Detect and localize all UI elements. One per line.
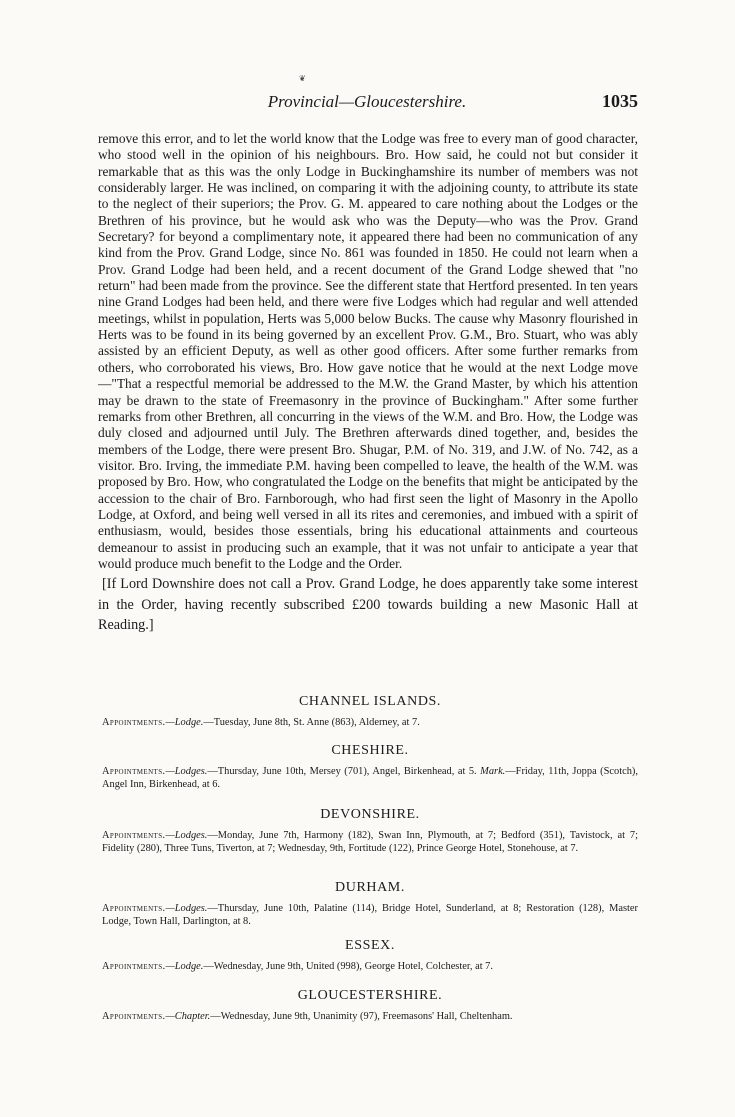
- section-channel-islands: [102, 694, 638, 729]
- section-heading: GLOUCESTERSHIRE.: [297, 988, 443, 1003]
- appointments-label: Appointments.: [102, 766, 166, 777]
- section-heading: DEVONSHIRE.: [320, 807, 420, 822]
- meeting-type: Chapter.: [174, 1011, 211, 1022]
- body-paragraph: remove this error, and to let the world know that the Lodge was free to every man of good character, who stood well in the opinion of his neighbours. Bro. How said, he could not but consider it remarkable that as this was the only Lodge in Buckinghamshire its number of members was not considerably larger. He was inclined, on comparing it with the adjoining county, to attribute its state to the neglect of their superiors; the Prov. G. M. appeared to care nothing about the Lodges or the Brethren of his province, but he would ask who was the Deputy—who was the Prov. Grand Secretary? for beyond a complimentary note, it appeared there had been no communication of any kind from the Prov. Grand Lodge, since No. 861 was founded in 1850. He could not learn when a Prov. Grand Lodge had been held, and a recent document of the Grand Lodge shewed that "no return" had been made from the province. See the different state that Hertford presented. In ten years nine Grand Lodges had been held, and there were five Lodges which had regular and well attended meetings, whilst in population, Herts was 5,000 below Bucks. The cause why Masonry flourished in Herts was to be found in its being governed by an excellent Prov. G.M., Bro. Stuart, who was ably assisted by an efficient Deputy, as well as other good officers. After some further remarks from others, who corroborated his views, Bro. How gave notice that he would at the next Lodge move—"That a respectful memorial be addressed to the M.W. the Grand Master, by which his attention may be drawn to the state of Freemasonry in the province of Buckingham." After some further remarks from other Brethren, all concurring in the views of the W.M. and Bro. How, the Lodge was duly closed and adjourned until July. The Brethren afterwards dined together, and, besides the members of the Lodge, there were present Bro. Shugar, P.M. of No. 319, and J.W. of No. 742, as a visitor. Bro. Irving, the immediate P.M. having been compelled to leave, the health of the W.M. was proposed by Bro. How, who congratulated the Lodge on the benefits that might be anticipated by the accession to the chair of Bro. Farnborough, who had first seen the light of Masonry in the Apollo Lodge, at Oxford, and being well versed in all its rites and ceremonies, and imbued with a spirit of enthusiasm, would, besides those essentials, bring his educational attainments and courteous demeanour to assist in producing such an example, that it was not unfair to anticipate a year that would produce much benefit to the Lodge and the Order.: [98, 131, 638, 571]
- printer-ornament: ❦: [299, 74, 306, 83]
- appointment-details: —Tuesday, June 8th, St. Anne (863), Alderney, at 7.: [203, 717, 420, 728]
- meeting-type: Lodges.: [174, 903, 208, 914]
- section-durham: [102, 880, 638, 929]
- section-cheshire: [102, 743, 638, 792]
- appointments-entry: Appointments.—Lodge.—Wednesday, June 9th, United (998), George Hotel, Colchester, at 7.: [102, 961, 493, 972]
- appointments-label: Appointments.: [102, 717, 166, 728]
- appointments-entry: Appointments.—Lodges.—Monday, June 7th, Harmony (182), Swan Inn, Plymouth, at 7; Bedford (351), Tavistock, at 7; Fidelity (280), Three Tuns, Tiverton, at 7; Wednesday, 9th, Fortitude (122), Prince George Hotel, Stonehouse, at 7.: [102, 830, 638, 855]
- appointments-entry: Appointments.—Lodge.—Tuesday, June 8th, St. Anne (863), Alderney, at 7.: [102, 717, 420, 728]
- section-heading: CHESHIRE.: [331, 743, 409, 758]
- section-heading: CHANNEL ISLANDS.: [298, 694, 442, 709]
- appointment-details: —Wednesday, June 9th, United (998), George Hotel, Colchester, at 7.: [203, 961, 493, 972]
- appointment-details: —Wednesday, June 9th, Unanimity (97), Freemasons' Hall, Cheltenham.: [210, 1011, 513, 1022]
- section-essex: [102, 938, 638, 973]
- meeting-type: Lodge.: [174, 717, 204, 728]
- section-heading: ESSEX.: [345, 938, 395, 953]
- appointments-label: Appointments.: [102, 961, 166, 972]
- appointments-label: Appointments.: [102, 830, 166, 841]
- section-devonshire: [102, 807, 638, 856]
- meeting-type: Lodges.: [174, 830, 208, 841]
- appointment-details: —Thursday, June 10th, Mersey (701), Angel, Birkenhead, at 5.: [207, 766, 477, 777]
- appointment-details: —Monday, June 7th, Harmony (182), Swan Inn, Plymouth, at 7; Bedford (351), Tavistock, at 7; Fidelity (280), Three Tuns, Tiverton, at 7; Wednesday, 9th, Fortitude (122), Prince George Hotel, Stonehouse, at 7.: [102, 830, 638, 855]
- article-body: [98, 131, 638, 636]
- meeting-type-mark: Mark.: [480, 766, 506, 777]
- appointment-details: —Thursday, June 10th, Palatine (114), Bridge Hotel, Sunderland, at 8; Restoration (128), Master Lodge, Town Hall, Darlington, at 8.: [102, 903, 638, 928]
- page-number: 1035: [602, 91, 638, 111]
- section-gloucestershire: [102, 988, 638, 1023]
- appointments-label: Appointments.: [102, 1011, 166, 1022]
- appointments-label: Appointments.: [102, 903, 166, 914]
- page-header: [96, 90, 638, 114]
- editorial-note: [If Lord Downshire does not call a Prov. Grand Lodge, he does apparently take some interest in the Order, having recently subscribed £200 towards building a new Masonic Hall at Reading.]: [98, 576, 638, 634]
- appointments-entry: Appointments.—Lodges.—Thursday, June 10th, Palatine (114), Bridge Hotel, Sunderland, at 8; Restoration (128), Master Lodge, Town Hall, Darlington, at 8.: [102, 903, 638, 928]
- appointments-entry: Appointments.—Lodges.—Thursday, June 10th, Mersey (701), Angel, Birkenhead, at 5. Mark.—Friday, 11th, Joppa (Scotch), Angel Inn, Birkenhead, at 6.: [102, 766, 638, 791]
- running-title: Provincial—Gloucestershire.: [267, 92, 467, 111]
- appointment-details-mark: —Friday, 11th, Joppa (Scotch), Angel Inn, Birkenhead, at 6.: [102, 766, 638, 791]
- appointments-entry: Appointments.—Chapter.—Wednesday, June 9th, Unanimity (97), Freemasons' Hall, Cheltenham.: [102, 1011, 513, 1022]
- meeting-type: Lodges.: [174, 766, 208, 777]
- section-heading: DURHAM.: [335, 880, 405, 895]
- meeting-type: Lodge.: [174, 961, 204, 972]
